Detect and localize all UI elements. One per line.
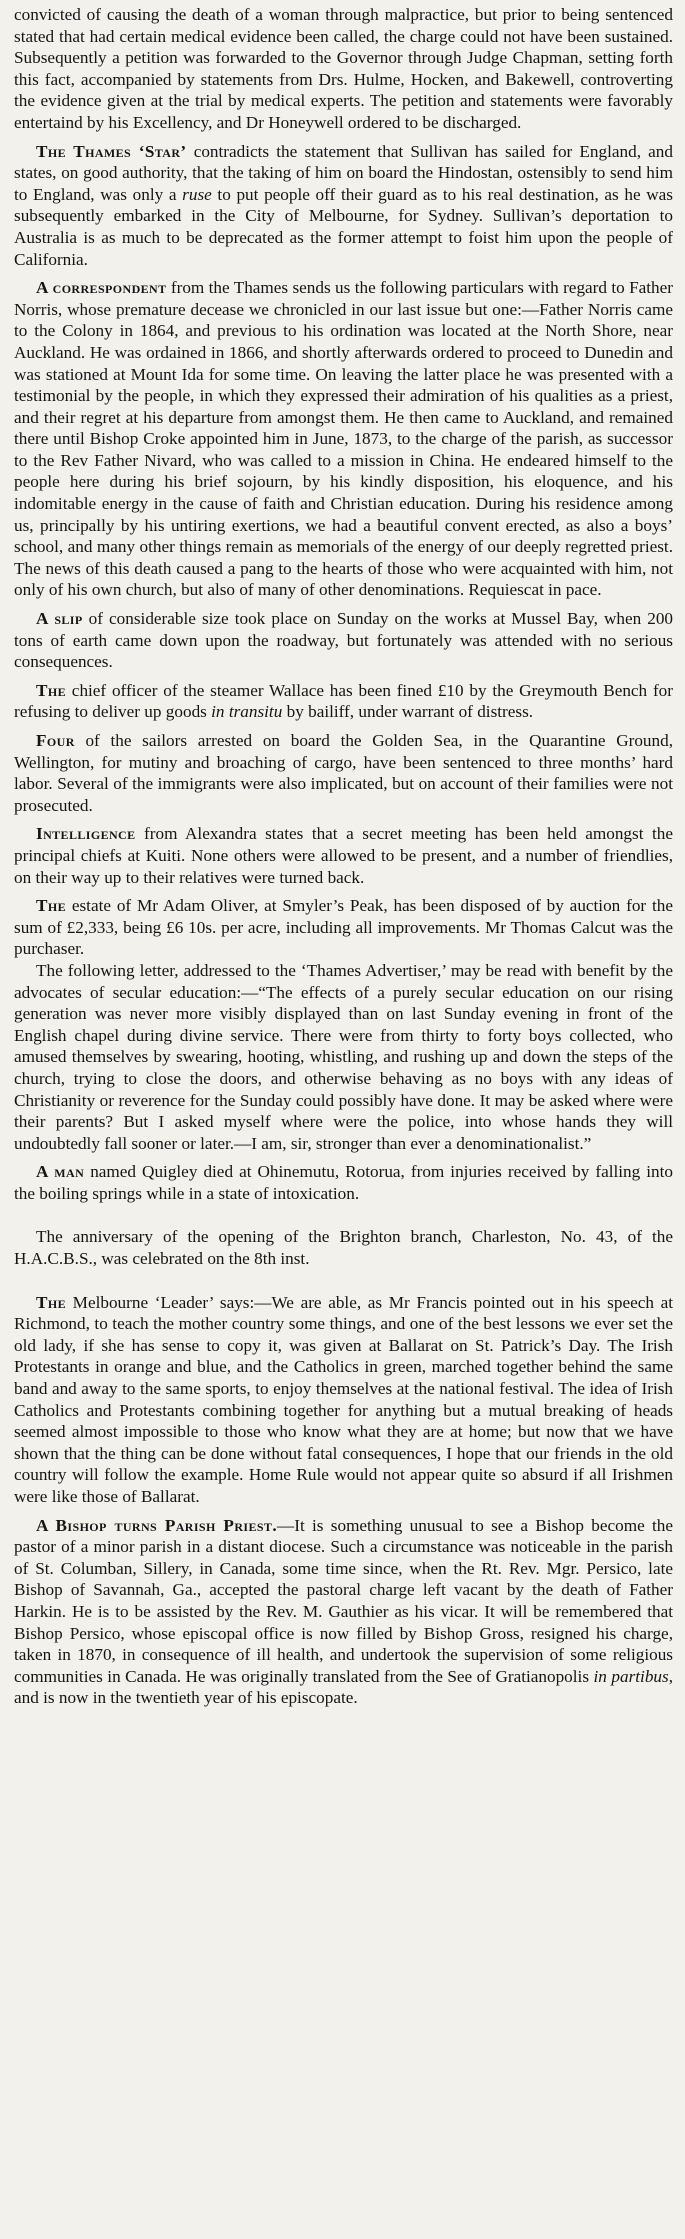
paragraph-text: from Alexandra states that a secret meeting has been held amongst the principal chiefs at Kuiti. None others were allowed to be present, and a number of friendlies, on their way up to their relatives were turned back. [14, 824, 673, 887]
paragraph-text: The anniversary of the opening of the Brighton branch, Charleston, No. 43, of the H.A.C.B.S., was celebrated on the 8th inst. [14, 1227, 673, 1269]
paragraph-text-after: by bailiff, under warrant of distress. [282, 702, 534, 722]
paragraph-text: from the Thames sends us the following particulars with regard to Father Norris, whose premature decease we chronicled in our last issue but one:—Father Norris came to the Colony in 1864, and previous to his ordination was located at the North Shore, near Auckland. He was ordained in 1866, and shortly afterwards ordered to proceed to Dunedin and was stationed at Mount Ida for some time. On leaving the latter place he was presented with a testimonial by the people, in which they expressed their admiration of his qualities as a priest, and their regret at his departure from amongst them. He then came to Auckland, and remained there until Bishop Croke appointed him in June, 1873, to the charge of the parish, as successor to the Rev Father Nivard, who was called to a mission in China. He endeared himself to the people here during his brief sojourn, by his kindly disposition, his eloquence, and his indomitable energy in the cause of faith and Christian education. During his residence among us, principally by his untiring exertions, we had a beautiful convent erected, as also a boys’ school, and many other things remain as memorials of the energy of our deeply regretted priest. The news of this death caused a pang to the hearts of those who were acquainted with him, not only of his own church, but also of many of other denominations. Requiescat in pace. [14, 278, 673, 600]
paragraph-text: of considerable size took place on Sunday on the works at Mussel Bay, when 200 tons of earth came down upon the roadway, but fortunately was attended with no serious consequences. [14, 609, 674, 672]
paragraph-wallace [14, 680, 673, 723]
paragraph-italic: in partibus [593, 1666, 669, 1686]
paragraph-lead: The Thames ‘Star’ [36, 141, 187, 161]
paragraph-text: convicted of causing the death of a woman through malpractice, but prior to being sentenced stated that had certain medical evidence been called, the charge could not have been sustained. Subsequently a petition was forwarded to the Governor through Judge Chapman, setting forth this fact, accompanied by statements from Drs. Hulme, Hocken, and Bakewell, controverting the evidence given at the trial by medical experts. The petition and statements were favorably entertaind by his Excellency, and Dr Honeywell ordered to be discharged. [14, 5, 673, 132]
paragraph-melbourne-leader [14, 1292, 673, 1508]
paragraph-quigley [14, 1161, 673, 1204]
paragraph-golden-sea [14, 730, 673, 816]
paragraph-thames-advertiser [14, 960, 673, 1154]
paragraph-lead: A correspondent [36, 278, 167, 298]
paragraph-text: The following letter, addressed to the ‘Thames Advertiser,’ may be read with benefit by the advocates of secular education:—“The effects of a purely secular education on our rising generation was never more visibly displayed than on last Sunday evening in front of the English chapel during divine service. There were from thirty to forty boys collected, who amused themselves by swearing, hooting, whistling, and rushing up and down the steps of the church, trying to close the doors, and otherwise behaving as no boys with any ideas of Christianity or reverence for the Sunday could possibly have done. It may be asked where were their parents? But I asked myself where were the police, into whose hands they will undoubtedly fall sooner or later.—I am, sir, stronger than ever a denominationalist.” [14, 960, 673, 1153]
paragraph-brighton-branch [14, 1226, 673, 1269]
paragraph-text-after: , and is now in the twentieth year of his episcopate. [14, 1666, 674, 1708]
paragraph-lead: A man [36, 1162, 85, 1182]
paragraph-lead: The [36, 680, 67, 700]
paragraph-alexandra [14, 823, 673, 888]
paragraph-lead: The [36, 896, 67, 916]
paragraph-text: Melbourne ‘Leader’ says:—We are able, as Mr Francis pointed out in his speech at Richmond, to teach the mother country some things, and one of the best lessons we ever set the old lady, if she has sense to copy it, was given at Ballarat on St. Patrick’s Day. The Irish Protestants in orange and blue, and the Catholics in green, marched together behind the same band and away to the same sports, to enjoy themselves at the national festival. The idea of Irish Catholics and Protestants combining together for anything but a mutual breaking of heads seemed almost impossible to those who know what they are at home; but now that we have shown that the thing can be done without fatal consequences, I hope that our friends in the old country will follow the example. Home Rule would not appear quite so absurd if all Irishmen were like those of Ballarat. [14, 1292, 673, 1506]
paragraph-adam-oliver [14, 895, 673, 960]
paragraph-text: estate of Mr Adam Oliver, at Smyler’s Peak, has been disposed of by auction for the sum of £2,333, being £6 10s. per acre, including all improvements. Mr Thomas Calcut was the purchaser. [14, 896, 673, 959]
paragraph-text: named Quigley died at Ohinemutu, Rotorua, from injuries received by falling into the boiling springs while in a state of intoxication. [14, 1162, 673, 1203]
paragraph-italic: ruse [182, 184, 212, 204]
paragraph-lead: A Bishop turns Parish Priest. [36, 1515, 278, 1535]
paragraph-sullivan [14, 141, 673, 271]
paragraph-italic: in transitu [211, 702, 283, 722]
paragraph-text: of the sailors arrested on board the Golden Sea, in the Quarantine Ground, Wellington, for mutiny and broaching of cargo, have been sentenced to three months’ hard labor. Several of the immigrants were also implicated, but on account of their families were not prosecuted. [14, 731, 673, 815]
paragraph-mussel-bay [14, 608, 673, 673]
paragraph-text: —It is something unusual to see a Bishop become the pastor of a minor parish in a distant diocese. Such a circumstance was noticeable in the parish of St. Columban, Sillery, in Canada, some time since, when the Rt. Rev. Mgr. Persico, late Bishop of Savannah, Ga., accepted the pastoral charge left vacant by the death of Father Harkin. He is to be assisted by the Rev. M. Gauthier as his vicar. It will be remembered that Bishop Persico, whose episcopal office is now filled by Bishop Gross, resigned his charge, taken in 1870, in consequence of ill health, and undertook the supervision of some religious communities in Canada. He was originally translated from the See of Gratianopolis [14, 1515, 673, 1686]
paragraph-honeywell [14, 4, 673, 134]
paragraph-bishop-persico [14, 1515, 673, 1709]
paragraph-lead: A slip [36, 609, 83, 629]
paragraph-lead: The [36, 1292, 67, 1312]
paragraph-lead: Four [36, 731, 75, 750]
paragraph-father-norris [14, 277, 673, 601]
paragraph-text-after: to put people off their guard as to his real destination, as he was subsequently embarked in the City of Melbourne, for Sydney. Sullivan’s deportation to Australia is as much to be deprecated as the former attempt to foist him upon the people of California. [14, 184, 673, 269]
paragraph-text: contradicts the statement that Sullivan has sailed for England, and states, on good authority, that the taking of him on board the Hindostan, ostensibly to send him to England, was only a [14, 141, 673, 204]
paragraph-lead: Intelligence [36, 824, 136, 844]
paragraph-text: chief officer of the steamer Wallace has been fined £10 by the Greymouth Bench for refusing to deliver up goods [14, 680, 673, 722]
